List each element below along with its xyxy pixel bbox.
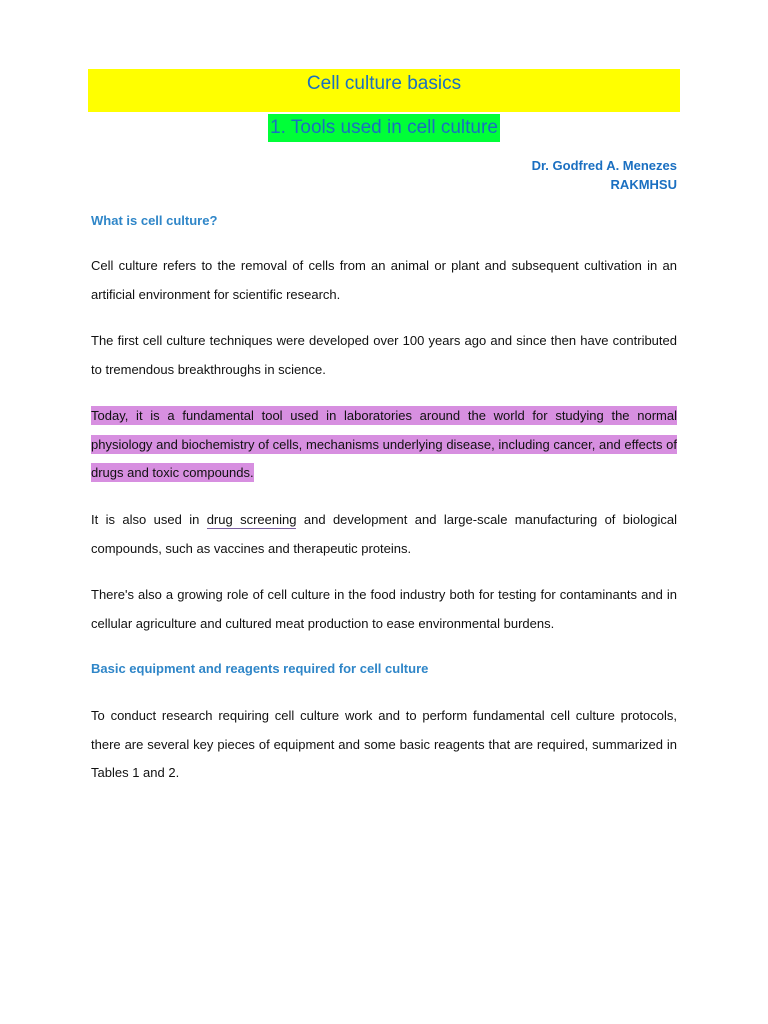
paragraph-food-industry: There's also a growing role of cell culture in the food industry both for testing for contaminants and in cellular agriculture and cultured meat production to ease environmental burdens.: [91, 587, 677, 631]
highlighted-text: Today, it is a fundamental tool used in laboratories around the world for studying the normal physiology and biochemistry of cells, mechanisms underlying disease, including cancer, and effects of drugs and toxic compounds.: [91, 408, 677, 480]
author-block: [532, 156, 677, 194]
author-name: Dr. Godfred A. Menezes: [531, 158, 677, 173]
paragraph-text: and development and large-scale manufacturing of biological compounds, such as vaccines and therapeutic proteins.: [91, 512, 678, 556]
drug-screening-link[interactable]: drug screening: [206, 512, 297, 527]
paragraph-definition: Cell culture refers to the removal of cells from an animal or plant and subsequent cultivation in an artificial environment for scientific research.: [91, 258, 677, 302]
paragraph-highlighted: [91, 402, 677, 488]
section-heading-equipment: Basic equipment and reagents required for cell culture: [91, 661, 429, 676]
subtitle-wrap: [88, 114, 680, 142]
page-title: Cell culture basics: [306, 73, 462, 94]
section-heading-what-is-cell-culture: What is cell culture?: [91, 213, 218, 228]
paragraph-drug-screening: [91, 506, 677, 563]
paragraph-history: The first cell culture techniques were developed over 100 years ago and since then have contributed to tremendous breakthroughs in science.: [91, 333, 677, 377]
paragraph-equipment: To conduct research requiring cell culture work and to perform fundamental cell culture protocols, there are several key pieces of equipment and some basic reagents that are required, summarized in Tables 1 and 2.: [91, 708, 677, 780]
page-subtitle: 1. Tools used in cell culture: [268, 114, 500, 142]
author-affiliation: RAKMHSU: [610, 177, 677, 192]
paragraph-text: It is also used in: [91, 512, 207, 527]
